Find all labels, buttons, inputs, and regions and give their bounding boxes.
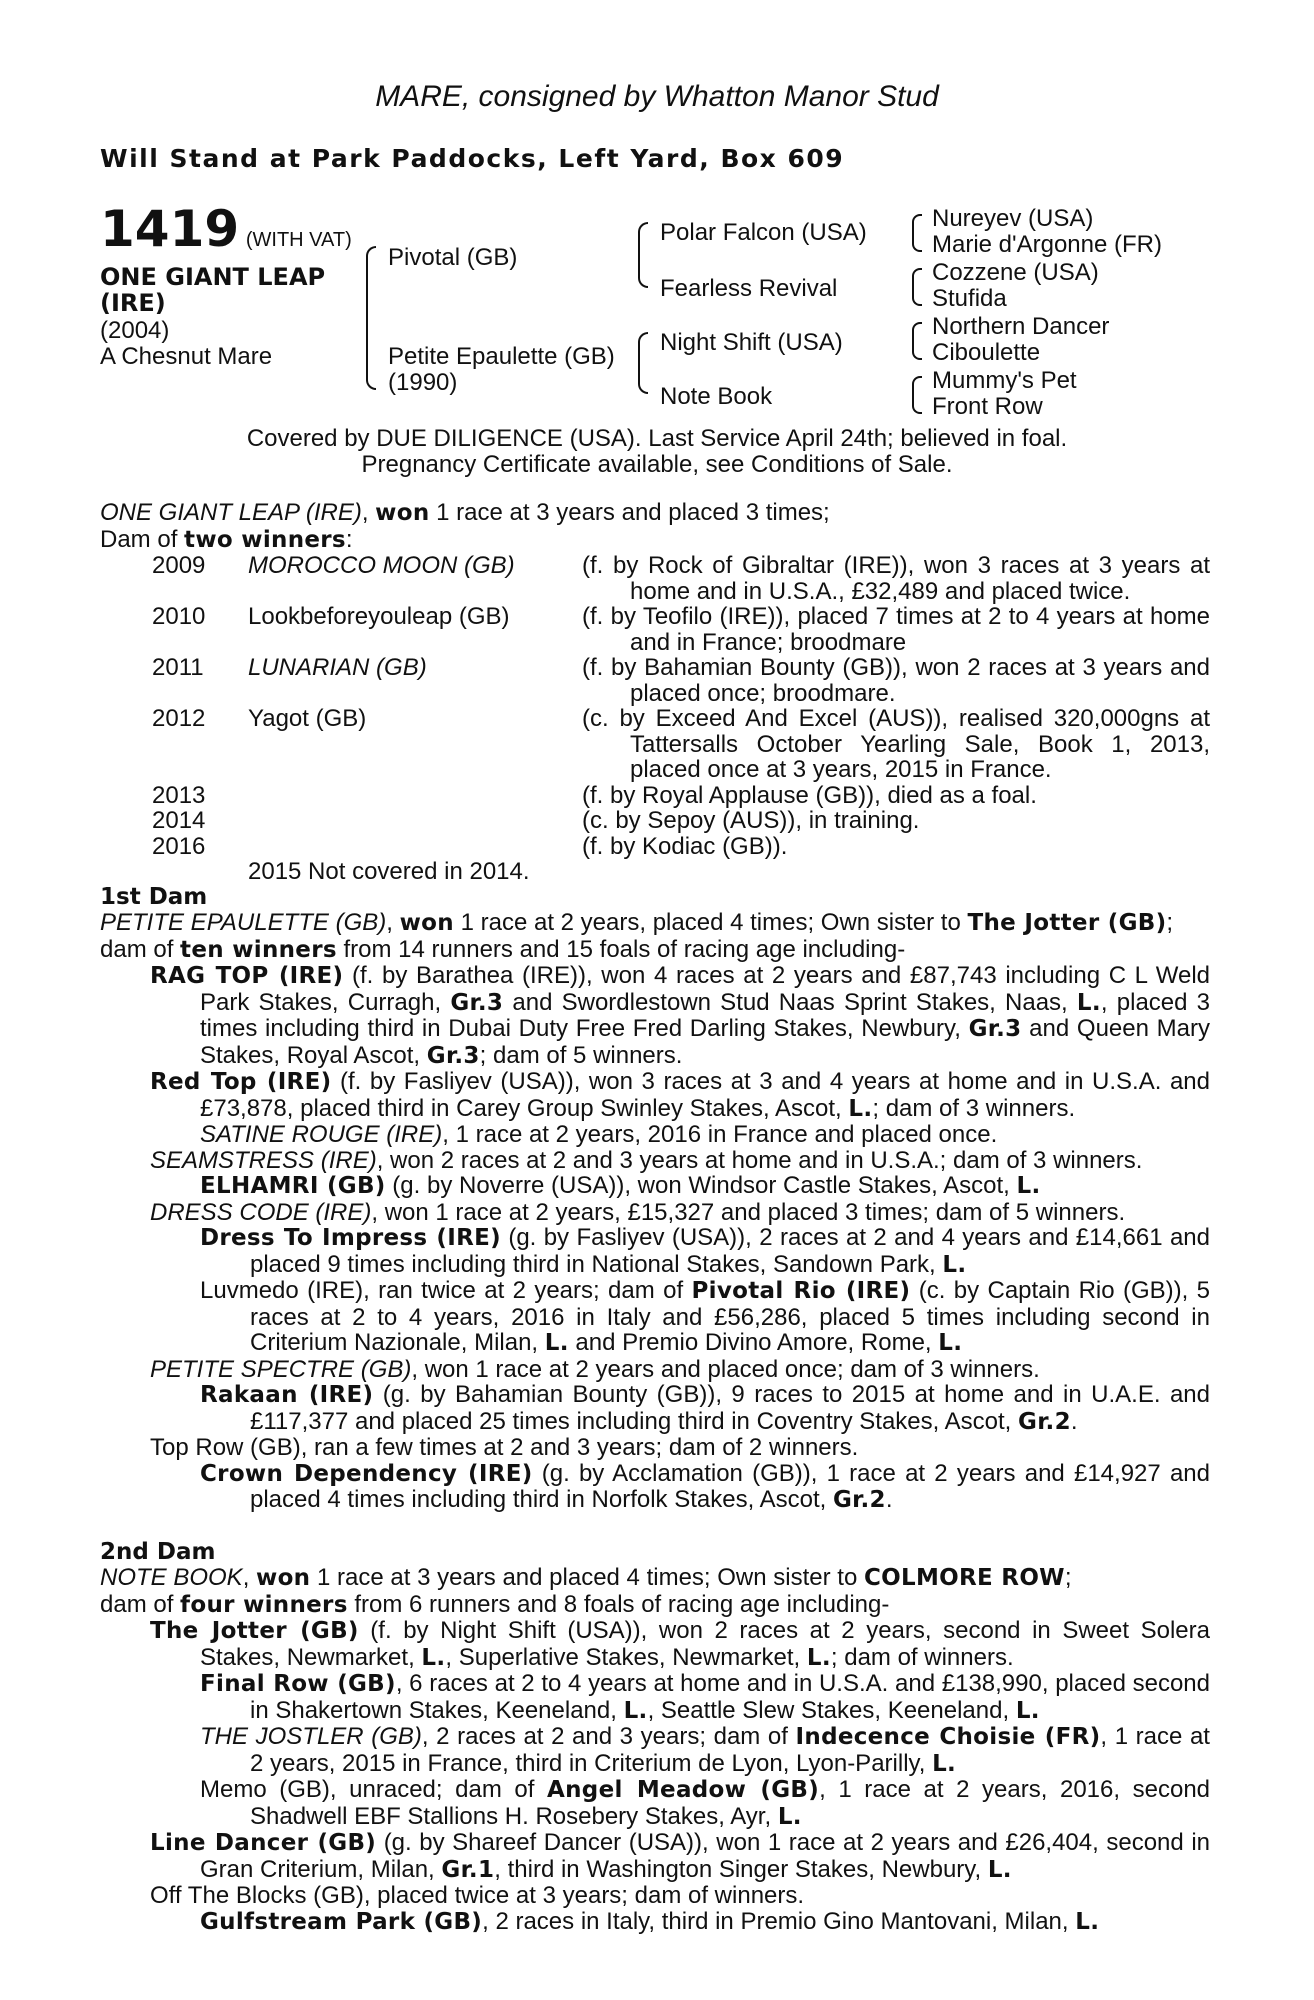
rakaan-entry: Rakaan (IRE) (g. by Bahamian Bounty (GB)), 9 races to 2015 at home and in U.A.E. and £117,377 and placed 25 times including third in Coventry Stakes, Ascot, Gr.2. (200, 1381, 1210, 1435)
final-row-entry: Final Row (GB), 6 races at 2 to 4 years at home and in U.S.A. and £138,990, placed second in Shakertown Stakes, Keeneland, L., Seattle Slew Stakes, Keeneland, L. (200, 1670, 1211, 1724)
mare-produce-count: Dam of two winners: (100, 525, 353, 553)
dam-year: (1990) (388, 369, 458, 396)
second-dam-intro: NOTE BOOK, won 1 race at 3 years and placed 4 times; Own sister to COLMORE ROW; (100, 1564, 1072, 1591)
dam-dam: Note Book (660, 383, 773, 410)
not-covered-note: 2015 Not covered in 2014. (248, 858, 530, 885)
catalogue-body (100, 500, 1210, 1935)
elhamri-entry: ELHAMRI (GB) (g. by Noverre (USA)), won Windsor Castle Stakes, Ascot, L. (200, 1172, 1041, 1199)
produce-row: 2012 Yagot (GB) (c. by Exceed And Excel (AUS)), realised 320,000gns at Tattersalls October Yearling Sale, Book 1, 2013, placed once at 3 years, 2015 in France. (152, 705, 1210, 783)
horse-name-country: (IRE) (100, 289, 166, 317)
sire-dam-dam: Stufida (932, 285, 1007, 312)
horse-description: A Chesnut Mare (100, 343, 273, 370)
pedigree-brace (366, 246, 376, 390)
petite-spectre-entry: PETITE SPECTRE (GB), won 1 race at 2 years and placed once; dam of 3 winners. (150, 1355, 1040, 1383)
covered-line: Covered by DUE DILIGENCE (USA). Last Service April 24th; believed in foal. (246, 425, 1068, 452)
horse-year: (2004) (100, 317, 170, 344)
gulfstream-park-entry: Gulfstream Park (GB), 2 races in Italy, third in Premio Gino Mantovani, Milan, L. (200, 1907, 1100, 1935)
rag-top-entry: RAG TOP (IRE) (f. by Barathea (IRE)), won 4 races at 2 years and £87,743 including C L Weld Park Stakes, Curragh, Gr.3 and Swordlestown Stud Naas Sprint Stakes, Naas, L., placed 3 times including third in Dubai Duty Free Fred Darling Stakes, Newbury, Gr.3 and Queen Mary Stakes, Royal Ascot, Gr.3; dam of 5 winners. (150, 962, 1211, 1069)
lot-number: 1419 (100, 200, 240, 258)
first-dam-intro: PETITE EPAULETTE (GB), won 1 race at 2 years, placed 4 times; Own sister to The Jotter (GB); (100, 909, 1174, 936)
pedigree-brace (912, 322, 922, 360)
pedigree-brace (638, 332, 648, 394)
lot-vat: (WITH VAT) (245, 229, 352, 251)
pedigree-brace (638, 222, 648, 288)
dress-code-entry: DRESS CODE (IRE), won 1 race at 2 years, £15,327 and placed 3 times; dam of 5 winners. (150, 1198, 1126, 1226)
sire-sire-sire: Nureyev (USA) (932, 205, 1094, 232)
horse-name: ONE GIANT LEAP (100, 263, 326, 291)
second-dam-heading: 2nd Dam (100, 1538, 216, 1565)
produce-list (100, 553, 1210, 885)
dam-sire-dam: Ciboulette (932, 339, 1041, 366)
sire-sire-dam: Marie d'Argonne (FR) (932, 231, 1162, 258)
line-dancer-entry: Line Dancer (GB) (g. by Shareef Dancer (USA)), won 1 race at 2 years and £26,404, second in Gran Criterium, Milan, Gr.1, third in Washington Singer Stakes, Newbury, L. (150, 1829, 1210, 1883)
dam-sire-sire: Northern Dancer (932, 313, 1110, 340)
sire-dam: Fearless Revival (660, 275, 838, 302)
pregnancy-line: Pregnancy Certificate available, see Conditions of Sale. (361, 450, 953, 478)
top-row-entry: Top Row (GB), ran a few times at 2 and 3 years; dam of 2 winners. (150, 1434, 859, 1461)
red-top-entry: Red Top (IRE) (f. by Fasliyev (USA)), won 3 races at 3 and 4 years at home and in U.S.A. and £73,878, placed third in Carey Group Swinley Stakes, Ascot, L.; dam of 3 winners. (150, 1068, 1211, 1122)
dam-dam-dam: Front Row (932, 393, 1043, 420)
pedigree-brace (912, 376, 922, 414)
mare-summary: ONE GIANT LEAP (IRE), won 1 race at 3 years and placed 3 times; (100, 499, 830, 526)
produce-row: 2013 (f. by Royal Applause (GB)), died as a foal. (152, 781, 1037, 809)
sire-name: Pivotal (GB) (388, 244, 518, 271)
the-jotter-entry: The Jotter (GB) (f. by Night Shift (USA)), won 2 races at 2 years, second in Sweet Solera Stakes, Newmarket, L., Superlative Stakes, Newmarket, L.; dam of winners. (150, 1617, 1210, 1671)
first-dam-winners: dam of ten winners from 14 runners and 15 foals of racing age including- (100, 935, 906, 963)
produce-row: 2009 MOROCCO MOON (GB) (f. by Rock of Gibraltar (IRE)), won 3 races at 3 years at home and in U.S.A., £32,489 and placed twice. (152, 552, 1210, 605)
dam-dam-sire: Mummy's Pet (932, 367, 1077, 394)
pedigree-brace (912, 268, 922, 306)
pedigree-table (0, 196, 1314, 432)
satine-rouge-entry: SATINE ROUGE (IRE), 1 race at 2 years, 2016 in France and placed once. (200, 1121, 998, 1148)
lot-number-line (100, 200, 352, 258)
produce-row: 2016 (f. by Kodiac (GB)). (152, 832, 788, 860)
produce-row: 2011 LUNARIAN (GB) (f. by Bahamian Bounty (GB)), won 2 races at 3 years and placed once; broodmare. (152, 654, 1210, 707)
dam-name: Petite Epaulette (GB) (388, 343, 615, 370)
seamstress-entry: SEAMSTRESS (IRE), won 2 races at 2 and 3 years at home and in U.S.A.; dam of 3 winners. (150, 1146, 1143, 1174)
dress-to-impress-entry: Dress To Impress (IRE) (g. by Fasliyev (USA)), 2 races at 2 and 4 years and £14,661 and placed 9 times including third in National Stakes, Sandown Park, L. (200, 1224, 1210, 1278)
memo-entry: Memo (GB), unraced; dam of Angel Meadow (GB), 1 race at 2 years, 2016, second Shadwell EBF Stallions H. Rosebery Stakes, Ayr, L. (200, 1776, 1211, 1830)
produce-row: 2014 (c. by Sepoy (AUS)), in training. (152, 807, 920, 834)
dam-sire: Night Shift (USA) (660, 329, 843, 356)
page-title: MARE, consigned by Whatton Manor Stud (375, 80, 939, 113)
stand-location: Will Stand at Park Paddocks, Left Yard, Box 609 (100, 144, 845, 173)
the-jostler-entry: THE JOSTLER (GB), 2 races at 2 and 3 years; dam of Indecence Choisie (FR), 1 race at 2 years, 2015 in France, third in Criterium de Lyon, Lyon-Parilly, L. (200, 1723, 1210, 1777)
luvmedo-entry: Luvmedo (IRE), ran twice at 2 years; dam of Pivotal Rio (IRE) (c. by Captain Rio (GB)), 5 races at 2 to 4 years, 2016 in Italy and £56,286, placed 5 times including second in Criterium Nazionale, Milan, L. and Premio Divino Amore, Rome, L. (200, 1277, 1211, 1356)
off-the-blocks-entry: Off The Blocks (GB), placed twice at 3 years; dam of winners. (150, 1882, 805, 1909)
sire-dam-sire: Cozzene (USA) (932, 259, 1099, 286)
first-dam-heading: 1st Dam (100, 883, 208, 910)
produce-row: 2010 Lookbeforeyouleap (GB) (f. by Teofilo (IRE)), placed 7 times at 2 to 4 years at home and in France; broodmare (152, 603, 1210, 656)
crown-dependency-entry: Crown Dependency (IRE) (g. by Acclamation (GB)), 1 race at 2 years and £14,927 and placed 4 times including third in Norfolk Stakes, Ascot, Gr.2. (200, 1459, 1210, 1513)
covering-info (0, 426, 1314, 477)
sire-sire: Polar Falcon (USA) (660, 219, 867, 246)
second-dam-winners: dam of four winners from 6 runners and 8 foals of racing age including- (100, 1590, 890, 1618)
pedigree-brace (912, 214, 922, 252)
